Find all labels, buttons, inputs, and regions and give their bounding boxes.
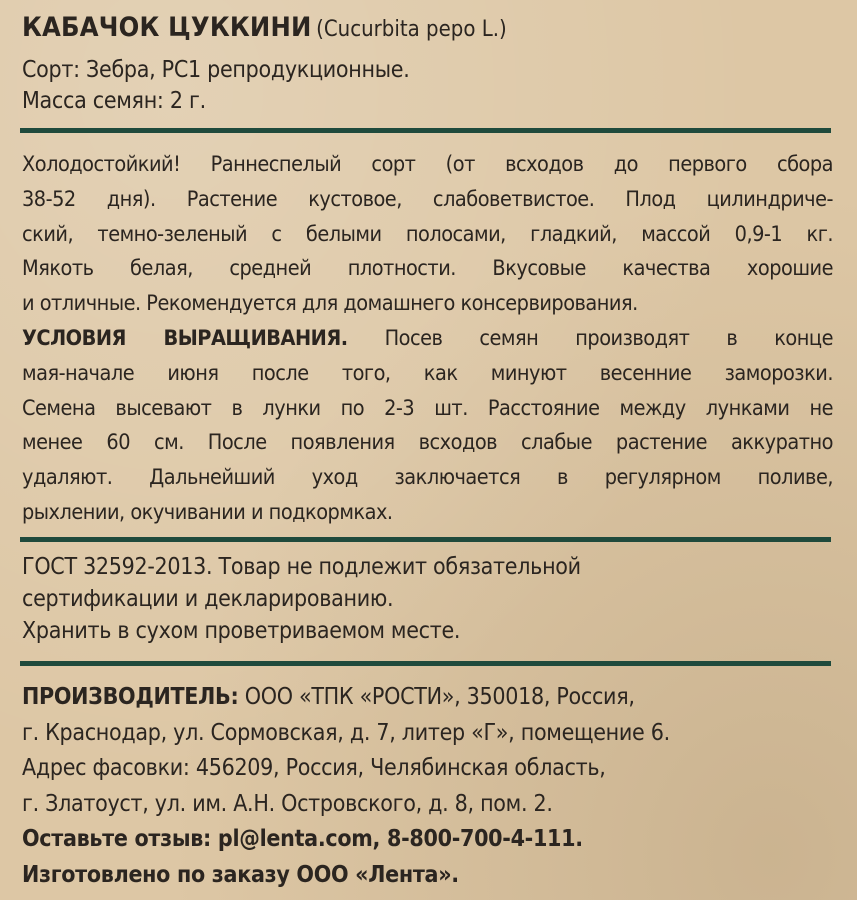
ordered-by-line: Изготовлено по заказу ООО «Лента».: [22, 861, 459, 888]
divider-middle: [20, 537, 831, 542]
product-title: [22, 12, 833, 43]
gost-section: [22, 551, 833, 647]
manufacturer-first-line-text: ООО «ТПК «РОСТИ», 350018, Россия,: [238, 684, 635, 710]
header-info: [22, 55, 833, 117]
gost-line: сертификации и декларированию.: [22, 586, 394, 612]
conditions-line: рыхлении, окучивании и подкормках.: [22, 499, 393, 525]
conditions-line: Семена высевают в лунки по 2-3 шт. Расстояние между лунками не: [22, 395, 833, 421]
conditions-first-line-text: Посев семян производят в конце: [347, 326, 833, 351]
description-line: ский, темно-зеленый с белыми полосами, гладкий, массой 0,9-1 кг.: [22, 221, 833, 247]
growing-conditions-section: [22, 322, 833, 531]
manufacturer-first-line: [22, 680, 833, 716]
seed-mass-line: Масса семян: 2 г.: [22, 88, 206, 114]
packing-address-line: Адрес фасовки: 456209, Россия, Челябинская область,: [22, 755, 606, 781]
conditions-line: удаляют. Дальнейший уход заключается в регулярном поливе,: [22, 465, 833, 491]
packing-address-line: г. Златоуст, ул. им. А.Н. Островского, д. 8, пом. 2.: [22, 790, 553, 817]
manufacturer-label: ПРОИЗВОДИТЕЛЬ:: [22, 684, 239, 710]
divider-top: [20, 128, 831, 133]
description-section: [22, 148, 833, 322]
manufacturer-section: [22, 680, 833, 893]
conditions-line: менее 60 см. После появления всходов слабые растение аккуратно: [22, 430, 833, 456]
description-line: 38-52 дня). Растение кустовое, слабоветвистое. Плод цилиндриче-: [22, 186, 833, 212]
manufacturer-line: г. Краснодар, ул. Сормовская, д. 7, литер «Г», помещение 6.: [22, 719, 670, 746]
conditions-first-line: [22, 322, 833, 357]
gost-line: Хранить в сухом проветриваемом месте.: [22, 618, 461, 644]
variety-line: Сорт: Зебра, РС1 репродукционные.: [22, 57, 410, 83]
description-line: Холодостойкий! Раннеспелый сорт (от всходов до первого сбора: [22, 152, 833, 177]
divider-bottom: [20, 661, 831, 666]
description-line: и отличные. Рекомендуется для домашнего консервирования.: [22, 291, 638, 317]
description-line: Мякоть белая, средней плотности. Вкусовые качества хорошие: [22, 256, 833, 282]
gost-line: ГОСТ 32592-2013. Товар не подлежит обязательной: [22, 554, 581, 580]
conditions-heading: УСЛОВИЯ ВЫРАЩИВАНИЯ.: [22, 326, 348, 351]
feedback-line: Оставьте отзыв: pl@lenta.com, 8-800-700-4-111.: [22, 826, 583, 852]
conditions-line: мая-начале июня после того, как минуют весенние заморозки.: [22, 360, 833, 386]
product-name: КАБАЧОК ЦУККИНИ: [22, 12, 312, 43]
latin-name: (Cucurbita pepo L.): [316, 17, 507, 42]
